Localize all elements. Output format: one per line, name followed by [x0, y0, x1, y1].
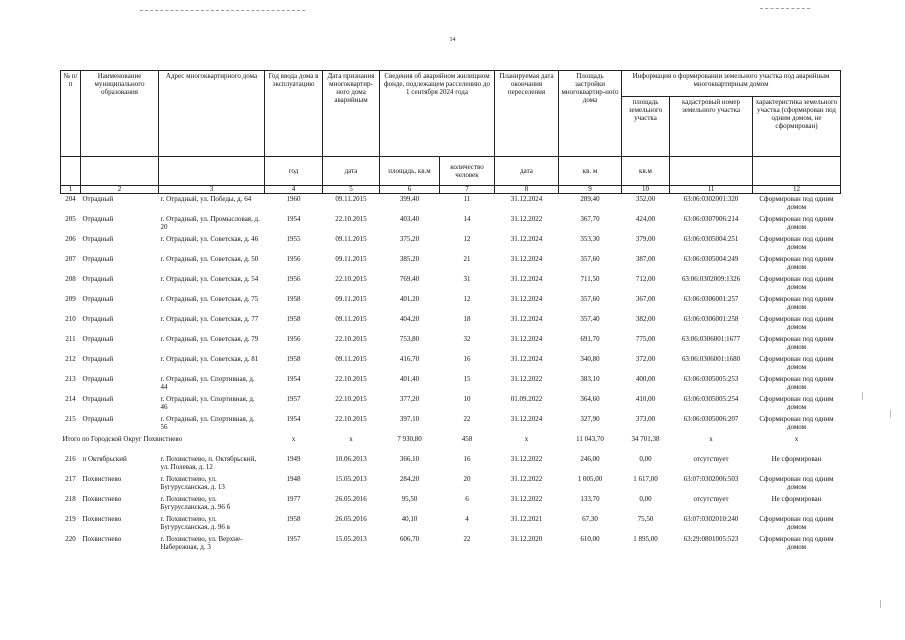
- header-land-area: площадь земельного участка: [622, 97, 670, 157]
- cell-cad: 63:07:0302006:503: [683, 475, 739, 483]
- cell-plan: 31.12.2024: [510, 315, 543, 323]
- cell-plan: 31.12.2024: [510, 195, 543, 203]
- cell-char: Сформирован под одним домом: [759, 395, 834, 411]
- cell-addr: г. Похвистнево, ул. Бугурусланская, д. 96 в: [160, 515, 230, 531]
- cell-people: 16: [463, 455, 471, 463]
- cell-char: Сформирован под одним домом: [759, 535, 834, 551]
- cell-addr: г. Отрадный, ул. Советская, д. 46: [160, 235, 259, 243]
- cell-plan: 31.12.2022: [510, 495, 543, 503]
- cell-people: 20: [463, 475, 471, 483]
- cell-char: Сформирован под одним домом: [759, 255, 834, 271]
- cell-people: 4: [465, 515, 469, 523]
- cell-plan: 31.12.2020: [510, 535, 543, 543]
- cell-char: Сформирован под одним домом: [759, 335, 834, 351]
- cell-area: 404,20: [399, 315, 420, 323]
- total-date: х: [349, 435, 353, 443]
- cell-date: 09.11.2015: [335, 235, 367, 243]
- cell-build: 367,70: [580, 215, 600, 223]
- cell-land: 712,00: [635, 275, 656, 283]
- column-number: 4: [265, 186, 323, 194]
- cell-people: 12: [463, 295, 471, 303]
- cell-land: 379,00: [635, 235, 656, 243]
- cell-mun: Отрадный: [82, 415, 114, 423]
- cell-land: 387,00: [635, 255, 656, 263]
- cell-mun: Отрадный: [82, 295, 114, 303]
- cell-area: 366,10: [399, 455, 420, 463]
- cell-date: 22.10.2015: [335, 215, 367, 223]
- page-number: 14: [449, 37, 456, 43]
- total-cad: х: [709, 435, 713, 443]
- cell-area: 753,80: [399, 335, 420, 343]
- cell-land: 1 895,00: [633, 535, 658, 543]
- cell-n: 213: [65, 375, 76, 383]
- cell-addr: г. Похвистнево, ул. Верхне-Набережная, д. 3: [160, 535, 243, 551]
- unit-year: год: [265, 157, 323, 186]
- cell-year: 1956: [286, 255, 301, 263]
- cell-land: 0,00: [639, 495, 652, 503]
- unit-empty: [81, 157, 159, 186]
- cell-date: 22.10.2015: [335, 335, 367, 343]
- cell-cad: отсутствует: [693, 455, 729, 463]
- cell-people: 21: [463, 255, 471, 263]
- unit-land: кв.м: [622, 157, 670, 186]
- cell-area: 401,20: [399, 295, 420, 303]
- cell-char: Сформирован под одним домом: [759, 375, 834, 391]
- cell-char: Не сформирован: [771, 455, 822, 463]
- cell-year: 1957: [286, 395, 301, 403]
- cell-land: 1 617,00: [633, 475, 658, 483]
- cell-area: 385,20: [399, 255, 420, 263]
- cell-area: 375,20: [399, 235, 420, 243]
- cell-area: 377,20: [399, 395, 420, 403]
- cell-plan: 31.12.2024: [510, 355, 543, 363]
- cell-cad: 63:06:0306001:1677: [681, 335, 741, 343]
- cell-people: 32: [463, 335, 471, 343]
- cell-year: 1958: [286, 315, 301, 323]
- cell-mun: Отрадный: [82, 335, 114, 343]
- header-num: № п/п: [61, 71, 81, 157]
- unit-area: площадь, кв.м: [380, 157, 440, 186]
- cell-mun: Отрадный: [82, 395, 114, 403]
- cell-n: 215: [65, 415, 76, 423]
- cell-addr: г. Отрадный, ул. Советская, д. 81: [160, 355, 259, 363]
- cell-date: 09.11.2015: [335, 195, 367, 203]
- cell-plan: 31.12.2024: [510, 255, 543, 263]
- cell-n: 206: [65, 235, 76, 243]
- cell-n: 204: [65, 195, 76, 203]
- cell-mun: Отрадный: [82, 195, 114, 203]
- cell-n: 211: [65, 335, 76, 343]
- cell-addr: г. Отрадный, ул. Промысловая, д. 20: [160, 215, 260, 231]
- cell-n: 214: [65, 395, 76, 403]
- cell-plan: 31.12.2024: [510, 235, 543, 243]
- unit-empty: [61, 157, 81, 186]
- cell-build: 383,10: [580, 375, 600, 383]
- cell-cad: 63:06:0305006:207: [683, 415, 739, 423]
- cell-char: Сформирован под одним домом: [759, 295, 834, 311]
- cell-cad: 63:06:0305004:249: [683, 255, 739, 263]
- table-row: [61, 494, 841, 514]
- cell-n: 209: [65, 295, 76, 303]
- scan-speck: [880, 600, 881, 608]
- cell-mun: Отрадный: [82, 255, 114, 263]
- cell-build: 289,40: [580, 195, 600, 203]
- cell-n: 212: [65, 355, 76, 363]
- cell-cad: 63:06:0305005:253: [683, 375, 739, 383]
- total-build: 11 043,70: [576, 435, 604, 443]
- cell-n: 220: [65, 535, 76, 543]
- cell-year: 1954: [286, 215, 301, 223]
- header-building-area: Площадь застройки многоквартир-ного дома: [559, 71, 622, 157]
- cell-area: 403,40: [399, 215, 420, 223]
- cell-addr: г. Отрадный, ул. Советская, д. 75: [160, 295, 259, 303]
- cell-people: 15: [463, 375, 471, 383]
- cell-people: 31: [463, 275, 471, 283]
- unit-empty: [670, 157, 753, 186]
- cell-build: 691,70: [580, 335, 600, 343]
- cell-plan: 31.12.2024: [510, 295, 543, 303]
- unit-building: кв. м: [559, 157, 622, 186]
- cell-mun: Отрадный: [82, 355, 114, 363]
- cell-addr: г. Отрадный, ул. Спортивная, д. 56: [160, 415, 255, 431]
- cell-mun: Отрадный: [82, 235, 114, 243]
- table-row: [61, 294, 841, 314]
- cell-char: Сформирован под одним домом: [759, 235, 834, 251]
- cell-mun: Похвистнево: [82, 475, 122, 483]
- cell-area: 397,10: [399, 415, 420, 423]
- cell-cad: 63:06:0306001:257: [683, 295, 739, 303]
- cell-cad: 63:29:0801005:523: [683, 535, 739, 543]
- cell-build: 327,90: [580, 415, 600, 423]
- cell-cad: 63:06:0302001:320: [683, 195, 739, 203]
- cell-addr: г. Отрадный, ул. Спортивная, д. 44: [160, 375, 255, 391]
- table-row: [61, 394, 841, 414]
- total-row: [61, 434, 841, 454]
- cell-year: 1954: [286, 375, 301, 383]
- scan-artifact-line: [760, 8, 810, 9]
- cell-cad: 63:06:0302009:1326: [681, 275, 741, 283]
- cell-land: 424,00: [635, 215, 656, 223]
- total-plan: х: [524, 435, 529, 443]
- cell-year: 1956: [286, 275, 301, 283]
- unit-empty: [753, 157, 841, 186]
- cell-plan: 01.09.2022: [510, 395, 543, 403]
- cell-people: 12: [463, 235, 471, 243]
- column-number: 1: [61, 186, 81, 194]
- cell-people: 10: [463, 395, 471, 403]
- total-people: 458: [461, 435, 473, 443]
- cell-build: 357,40: [580, 315, 600, 323]
- total-area: 7 930,80: [397, 435, 422, 443]
- cell-build: 246,00: [580, 455, 600, 463]
- cell-land: 410,00: [635, 395, 656, 403]
- column-number: 6: [380, 186, 440, 194]
- total-land: 34 701,38: [631, 435, 660, 443]
- cell-date: 22.10.2015: [335, 415, 367, 423]
- cell-char: Сформирован под одним домом: [759, 195, 834, 211]
- column-number: 7: [440, 186, 495, 194]
- cell-build: 67,30: [582, 515, 598, 523]
- column-number: 11: [670, 186, 753, 194]
- table-row: [61, 194, 841, 215]
- cell-area: 606,70: [399, 535, 420, 543]
- cell-plan: 31.12.2022: [510, 475, 543, 483]
- cell-date: 09.11.2015: [335, 315, 367, 323]
- cell-year: 1958: [286, 515, 301, 523]
- column-number: 2: [81, 186, 159, 194]
- cell-year: 1948: [286, 475, 301, 483]
- table-row: [61, 314, 841, 334]
- cell-build: 711,50: [580, 275, 600, 283]
- cell-build: 357,60: [580, 295, 600, 303]
- cell-date: 09.11.2015: [335, 355, 367, 363]
- cell-plan: 31.12.2022: [510, 455, 543, 463]
- cell-build: 1 005,00: [577, 475, 603, 483]
- unit-planned: дата: [495, 157, 559, 186]
- cell-area: 399,40: [399, 195, 420, 203]
- cell-land: 373,00: [635, 415, 656, 423]
- header-cadastral: кадастровый номер земельного участка: [670, 97, 753, 157]
- cell-addr: г. Отрадный, ул. Советская, д. 50: [160, 255, 259, 263]
- header-land-info: Информация о формировании земельного участка под аварийным многоквартирным домом: [622, 71, 841, 97]
- cell-date: 09.11.2015: [335, 295, 367, 303]
- cell-build: 364,60: [580, 395, 600, 403]
- cell-area: 40,10: [401, 515, 418, 523]
- cell-n: 219: [65, 515, 76, 523]
- cell-people: 6: [465, 495, 469, 503]
- cell-date: 15.05.2013: [335, 475, 367, 483]
- header-characteristic: характеристика земельного участка (сформирован под одним домом, не сформирован): [753, 97, 841, 157]
- cell-year: 1949: [286, 455, 301, 463]
- total-label: Итого по Городской Округ Похвистнево: [62, 435, 183, 443]
- cell-mun: Отрадный: [82, 315, 114, 323]
- cell-mun: Похвистнево: [82, 515, 122, 523]
- emergency-housing-table: [60, 70, 841, 554]
- cell-n: 216: [65, 455, 76, 463]
- cell-n: 217: [65, 475, 76, 483]
- table-row: [61, 414, 841, 434]
- cell-date: 15.05.2013: [335, 535, 367, 543]
- header-emergency-info: Сведения об аварийном жилищном фонде, подлежащем расселению до 1 сентября 2024 года: [380, 71, 495, 157]
- cell-people: 22: [463, 535, 471, 543]
- cell-land: 372,00: [635, 355, 656, 363]
- cell-char: Сформирован под одним домом: [759, 415, 834, 431]
- cell-mun: Похвистнево: [82, 495, 122, 503]
- cell-year: 1957: [286, 535, 301, 543]
- cell-area: 416,70: [399, 355, 420, 363]
- column-number: 12: [753, 186, 841, 194]
- cell-addr: г. Отрадный, ул. Советская, д. 77: [160, 315, 259, 323]
- cell-land: 382,00: [635, 315, 656, 323]
- cell-area: 284,20: [399, 475, 420, 483]
- column-number: 10: [622, 186, 670, 194]
- cell-addr: г. Отрадный, ул. Победы, д. 64: [160, 195, 252, 203]
- cell-cad: 63:06:0305004:251: [683, 235, 739, 243]
- cell-date: 22.10.2015: [335, 375, 367, 383]
- cell-n: 207: [65, 255, 76, 263]
- column-number: 3: [159, 186, 265, 194]
- unit-people: количество человек: [440, 157, 495, 186]
- cell-land: 775,00: [635, 335, 656, 343]
- table-row: [61, 474, 841, 494]
- cell-date: 22.10.2015: [335, 275, 367, 283]
- cell-cad: 63:06:0306001:258: [683, 315, 739, 323]
- cell-land: 75,50: [637, 515, 654, 523]
- cell-plan: 31.12.2024: [510, 275, 543, 283]
- unit-empty: [159, 157, 265, 186]
- cell-char: Сформирован под одним домом: [759, 275, 834, 291]
- cell-n: 205: [65, 215, 76, 223]
- header-year: Год ввода дома в эксплуатацию: [265, 71, 323, 157]
- cell-plan: 31.12.2022: [510, 215, 543, 223]
- cell-date: 26.05.2016: [335, 495, 367, 503]
- table-row: [61, 374, 841, 394]
- scan-artifact-line: [140, 10, 305, 11]
- cell-build: 340,80: [580, 355, 600, 363]
- cell-date: 22.10.2015: [335, 395, 367, 403]
- cell-addr: г. Отрадный, ул. Спортивная, д. 46: [160, 395, 255, 411]
- cell-n: 218: [65, 495, 76, 503]
- total-year: х: [291, 435, 296, 443]
- cell-year: 1954: [286, 415, 301, 423]
- table-row: [61, 254, 841, 274]
- cell-people: 22: [463, 415, 471, 423]
- cell-cad: 63:06:0307006:214: [683, 215, 739, 223]
- header-recognition-date: Дата признания многоквартир-ного дома аварийным: [323, 71, 380, 157]
- table-row: [61, 454, 841, 474]
- cell-n: 208: [65, 275, 76, 283]
- cell-char: Сформирован под одним домом: [759, 315, 834, 331]
- table-row: [61, 534, 841, 554]
- cell-date: 09.11.2015: [335, 255, 367, 263]
- cell-plan: 31.12.2024: [510, 335, 543, 343]
- cell-build: 133,70: [580, 495, 600, 503]
- column-number: 9: [559, 186, 622, 194]
- header-municipality: Наименование муниципального образования: [81, 71, 159, 157]
- cell-char: Сформирован под одним домом: [759, 355, 834, 371]
- cell-addr: г. Отрадный, ул. Советская, д. 79: [160, 335, 259, 343]
- cell-land: 367,00: [635, 295, 656, 303]
- cell-land: 352,00: [635, 195, 656, 203]
- cell-plan: 31.12.2024: [510, 415, 543, 423]
- cell-year: 1958: [286, 295, 301, 303]
- cell-plan: 31.12.2021: [510, 515, 543, 523]
- cell-n: 210: [65, 315, 76, 323]
- table-row: [61, 214, 841, 234]
- cell-addr: г. Похвистнево, ул. Бугурусланская, д. 13: [160, 475, 225, 491]
- cell-year: 1960: [286, 195, 301, 203]
- column-number: 8: [495, 186, 559, 194]
- cell-people: 18: [463, 315, 471, 323]
- header-planned-date: Планируемая дата окончания переселения: [495, 71, 559, 157]
- cell-mun: Отрадный: [82, 215, 114, 223]
- cell-char: Сформирован под одним домом: [759, 515, 834, 531]
- cell-mun: Отрадный: [82, 375, 114, 383]
- table-row: [61, 334, 841, 354]
- cell-date: 10.06.2013: [335, 455, 367, 463]
- cell-area: 95,50: [401, 495, 418, 503]
- table-row: [61, 514, 841, 534]
- cell-plan: 31.12.2022: [510, 375, 543, 383]
- scan-speck: [862, 392, 863, 400]
- cell-area: 401,40: [399, 375, 420, 383]
- cell-year: 1977: [286, 495, 301, 503]
- unit-date: дата: [323, 157, 380, 186]
- header-address: Адрес многоквартирного дома: [159, 71, 265, 157]
- cell-build: 610,00: [580, 535, 600, 543]
- table-row: [61, 234, 841, 254]
- cell-build: 357,60: [580, 255, 600, 263]
- cell-addr: г. Отрадный, ул. Советская, д. 54: [160, 275, 259, 283]
- cell-year: 1956: [286, 335, 301, 343]
- cell-char: Сформирован под одним домом: [759, 475, 834, 491]
- column-number: 5: [323, 186, 380, 194]
- cell-date: 26.05.2016: [335, 515, 367, 523]
- table-row: [61, 354, 841, 374]
- cell-people: 16: [463, 355, 471, 363]
- cell-addr: г. Похвистнево, п. Октябрьский, ул. Полевая, д. 12: [160, 455, 257, 471]
- cell-land: 0,00: [639, 455, 652, 463]
- cell-char: Не сформирован: [771, 495, 822, 503]
- cell-cad: 63:06:0306001:1680: [681, 355, 741, 363]
- cell-char: Сформирован под одним домом: [759, 215, 834, 231]
- scan-speck: [890, 410, 891, 418]
- cell-year: 1958: [286, 355, 301, 363]
- cell-build: 353,30: [580, 235, 600, 243]
- cell-mun: Похвистнево: [82, 535, 122, 543]
- cell-cad: 63:07:0302010:240: [683, 515, 739, 523]
- cell-mun: Отрадный: [82, 275, 114, 283]
- cell-cad: 63:06:0305005:254: [683, 395, 739, 403]
- cell-mun: п Октябрьский: [82, 455, 127, 463]
- cell-people: 14: [463, 215, 471, 223]
- cell-cad: отсутствует: [693, 495, 729, 503]
- cell-land: 400,00: [635, 375, 656, 383]
- cell-year: 1955: [286, 235, 301, 243]
- cell-addr: г. Похвистнево, ул. Бугурусланская, д. 96 б: [160, 495, 231, 511]
- cell-area: 769,40: [399, 275, 420, 283]
- table-row: [61, 274, 841, 294]
- total-char: х: [794, 435, 799, 443]
- cell-people: 11: [463, 195, 471, 203]
